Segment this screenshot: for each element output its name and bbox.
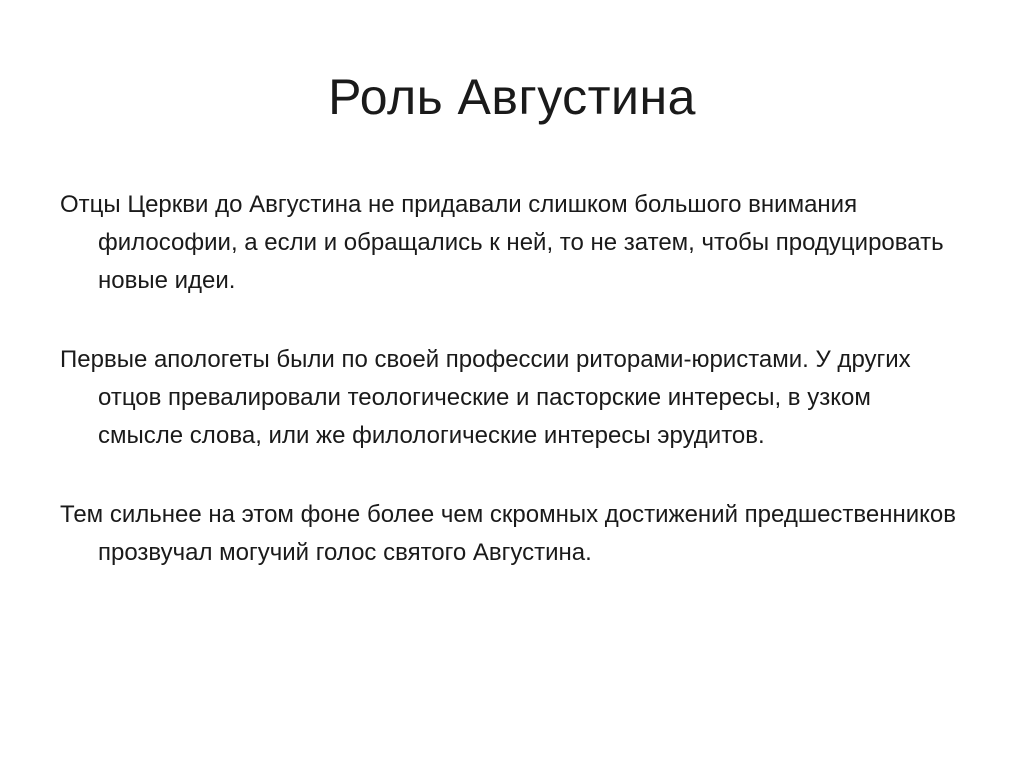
slide-body	[60, 186, 960, 613]
paragraph-3: Тем сильнее на этом фоне более чем скромных достижений предшественников прозвучал могучий голос святого Августина.	[60, 501, 957, 566]
paragraph-1: Отцы Церкви до Августина не придавали слишком большого внимания философии, а если и обращались к ней, то не затем, чтобы продуцировать новые идеи.	[60, 191, 944, 294]
slide-title: Роль Августина	[328, 69, 696, 125]
paragraph-2: Первые апологеты были по своей профессии риторами-юристами. У других отцов превалировали теологические и пасторские интересы, в узком смысле слова, или же филологические интересы эрудитов.	[60, 346, 911, 449]
